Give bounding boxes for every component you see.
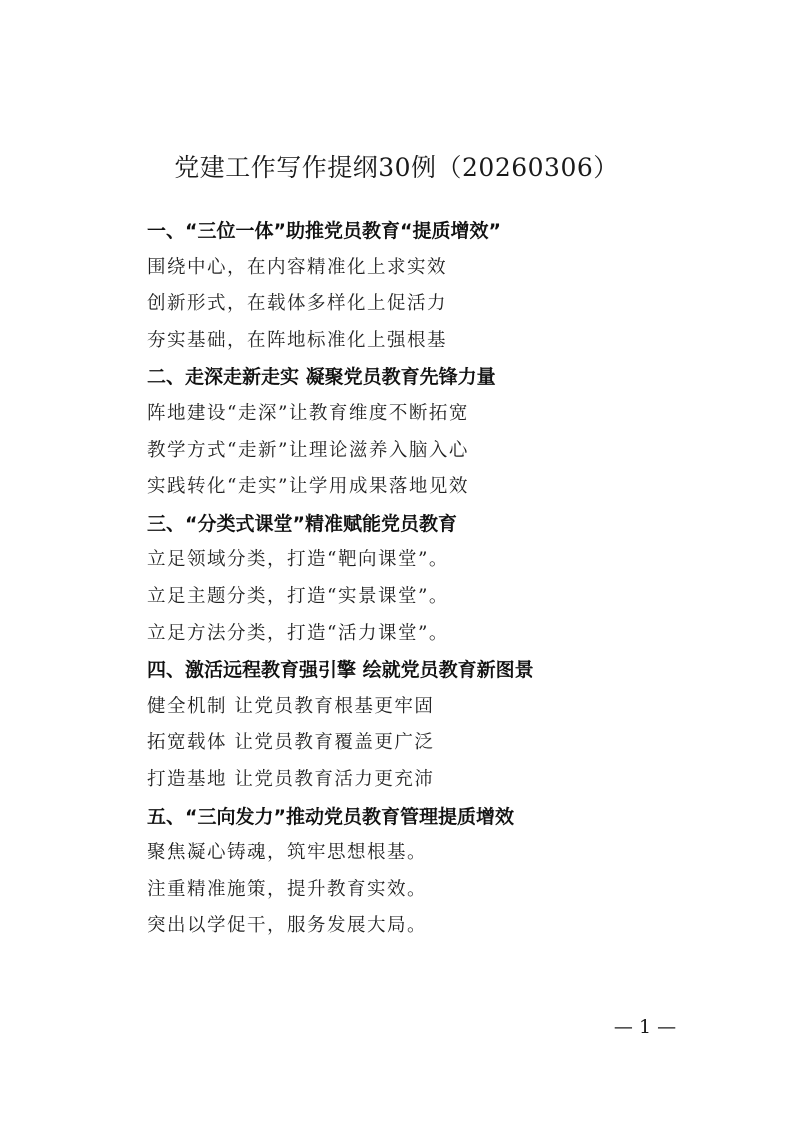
outline-item: 围绕中心，在内容精准化上求实效 (147, 256, 448, 278)
outline-item: 聚焦凝心铸魂，筑牢思想根基。 (147, 842, 428, 864)
outline-item: 立足主题分类，打造“实景课堂”。 (147, 585, 449, 607)
outline-item: 夯实基础，在阵地标准化上强根基 (147, 329, 448, 351)
page-number: — 1 — (613, 1016, 677, 1038)
outline-item: 打造基地 让党员教育活力更充沛 (147, 768, 435, 790)
outline-item: 创新形式，在载体多样化上促活力 (147, 293, 448, 315)
section-5 (147, 799, 707, 945)
outline-item: 立足领域分类，打造“靶向课堂”。 (147, 549, 449, 571)
outline-item: 教学方式“走新”让理论滋养入脑入心 (147, 439, 469, 461)
outline-item: 注重精准施策，提升教育实效。 (147, 878, 428, 900)
section-heading: 三、“分类式课堂”精准赋能党员教育 (147, 512, 457, 535)
outline-item: 突出以学促干，服务发展大局。 (147, 915, 428, 937)
section-heading: 二、走深走新走实 凝聚党员教育先锋力量 (147, 366, 496, 389)
section-4 (147, 652, 707, 798)
document-title: 党建工作写作提纲30例（20260306） (174, 153, 619, 182)
section-heading: 四、激活远程教育强引擎 绘就党员教育新图景 (147, 659, 534, 682)
outline-item: 健全机制 让党员教育根基更牢固 (147, 695, 435, 717)
section-heading: 五、“三向发力”推动党员教育管理提质增效 (147, 805, 514, 828)
section-3 (147, 506, 707, 652)
section-1 (147, 213, 707, 359)
outline-item: 实践转化“走实”让学用成果落地见效 (147, 476, 469, 498)
outline-item: 拓宽载体 让党员教育覆盖更广泛 (147, 732, 435, 754)
section-heading: 一、“三位一体”助推党员教育“提质增效” (147, 220, 501, 242)
section-2 (147, 359, 707, 505)
outline-body (147, 213, 707, 945)
outline-item: 阵地建设“走深”让教育维度不断拓宽 (147, 402, 469, 424)
outline-item: 立足方法分类，打造“活力课堂”。 (147, 622, 449, 644)
